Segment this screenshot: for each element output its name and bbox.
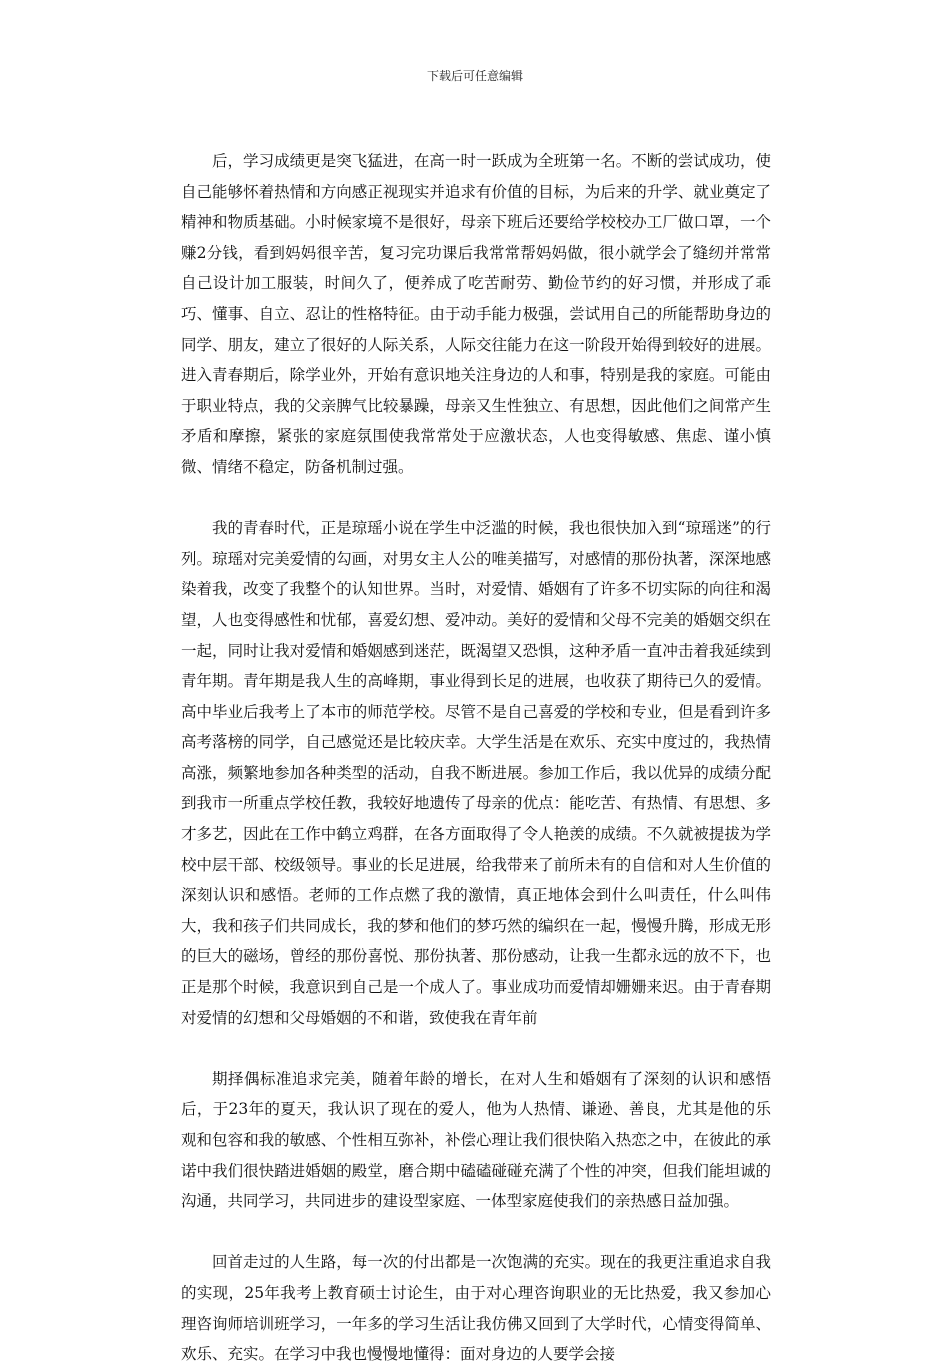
document-body [181,146,771,1370]
paragraph-4: 回首走过的人生路，每一次的付出都是一次饱满的充实。现在的我更注重追求自我的实现，25年我考上教育硕士讨论生，由于对心理咨询职业的无比热爱，我又参加心理咨询师培训班学习，一年多的学习生活让我仿佛又回到了大学时代，心情变得简单、欢乐、充实。在学习中我也慢慢地懂得：面对身边的人要学会接 [181,1253,771,1364]
paragraph-1: 后，学习成绩更是突飞猛进，在高一时一跃成为全班第一名。不断的尝试成功，使自己能够怀着热情和方向感正视现实并追求有价值的目标，为后来的升学、就业奠定了精神和物质基础。小时候家境不是很好，母亲下班后还要给学校校办工厂做口罩，一个赚2分钱，看到妈妈很辛苦，复习完功课后我常常帮妈妈做，很小就学会了缝纫并常常自己设计加工服装，时间久了，便养成了吃苦耐劳、勤俭节约的好习惯，并形成了乖巧、懂事、自立、忍让的性格特征。由于动手能力极强，尝试用自己的所能帮助身边的同学、朋友，建立了很好的人际关系，人际交往能力在这一阶段开始得到较好的进展。进入青春期后，除学业外，开始有意识地关注身边的人和事，特别是我的家庭。可能由于职业特点，我的父亲脾气比较暴躁，母亲又生性独立、有思想，因此他们之间常产生矛盾和摩擦，紧张的家庭氛围使我常常处于应激状态，人也变得敏感、焦虑、谨小慎微、情绪不稳定，防备机制过强。 [181,152,771,476]
paragraph-3: 期择偶标准追求完美，随着年龄的增长，在对人生和婚姻有了深刻的认识和感悟后，于23年的夏天，我认识了现在的爱人，他为人热情、谦逊、善良，尤其是他的乐观和包容和我的敏感、个性相互弥补，补偿心理让我们很快陷入热恋之中，在彼此的承诺中我们很快踏进婚姻的殿堂，磨合期中磕磕碰碰充满了个性的冲突，但我们能坦诚的沟通，共同学习，共同进步的建设型家庭、一体型家庭使我们的亲热感日益加强。 [181,1069,771,1211]
page-header-note: 下载后可任意编辑 [426,69,523,83]
paragraph-2: 我的青春时代，正是琼瑶小说在学生中泛滥的时候，我也很快加入到“琼瑶迷”的行列。琼瑶对完美爱情的勾画，对男女主人公的唯美描写，对感情的那份执著，深深地感染着我，改变了我整个的认知世界。当时，对爱情、婚姻有了许多不切实际的向往和渴望，人也变得感性和忧郁，喜爱幻想、爱冲动。美好的爱情和父母不完美的婚姻交织在一起，同时让我对爱情和婚姻感到迷茫，既渴望又恐惧，这种矛盾一直冲击着我延续到青年期。青年期是我人生的高峰期，事业得到长足的进展，也收获了期待已久的爱情。高中毕业后我考上了本市的师范学校。尽管不是自己喜爱的学校和专业，但是看到许多高考落榜的同学，自己感觉还是比较庆幸。大学生活是在欢乐、充实中度过的，我热情高涨，频繁地参加各种类型的活动，自我不断进展。参加工作后，我以优异的成绩分配到我市一所重点学校任教，我较好地遗传了母亲的优点：能吃苦、有热情、有思想、多才多艺，因此在工作中鹤立鸡群，在各方面取得了令人艳羡的成绩。不久就被提拔为学校中层干部、校级领导。事业的长足进展，给我带来了前所未有的自信和对人生价值的深刻认识和感悟。老师的工作点燃了我的激情，真正地体会到什么叫责任，什么叫伟大，我和孩子们共同成长，我的梦和他们的梦巧然的编织在一起，慢慢升腾，形成无形的巨大的磁场，曾经的那份喜悦、那份执著、那份感动，让我一生都永远的放不下，也正是那个时候，我意识到自己是一个成人了。事业成功而爱情却姗姗来迟。由于青春期对爱情的幻想和父母婚姻的不和谐，致使我在青年前 [181,519,771,1027]
